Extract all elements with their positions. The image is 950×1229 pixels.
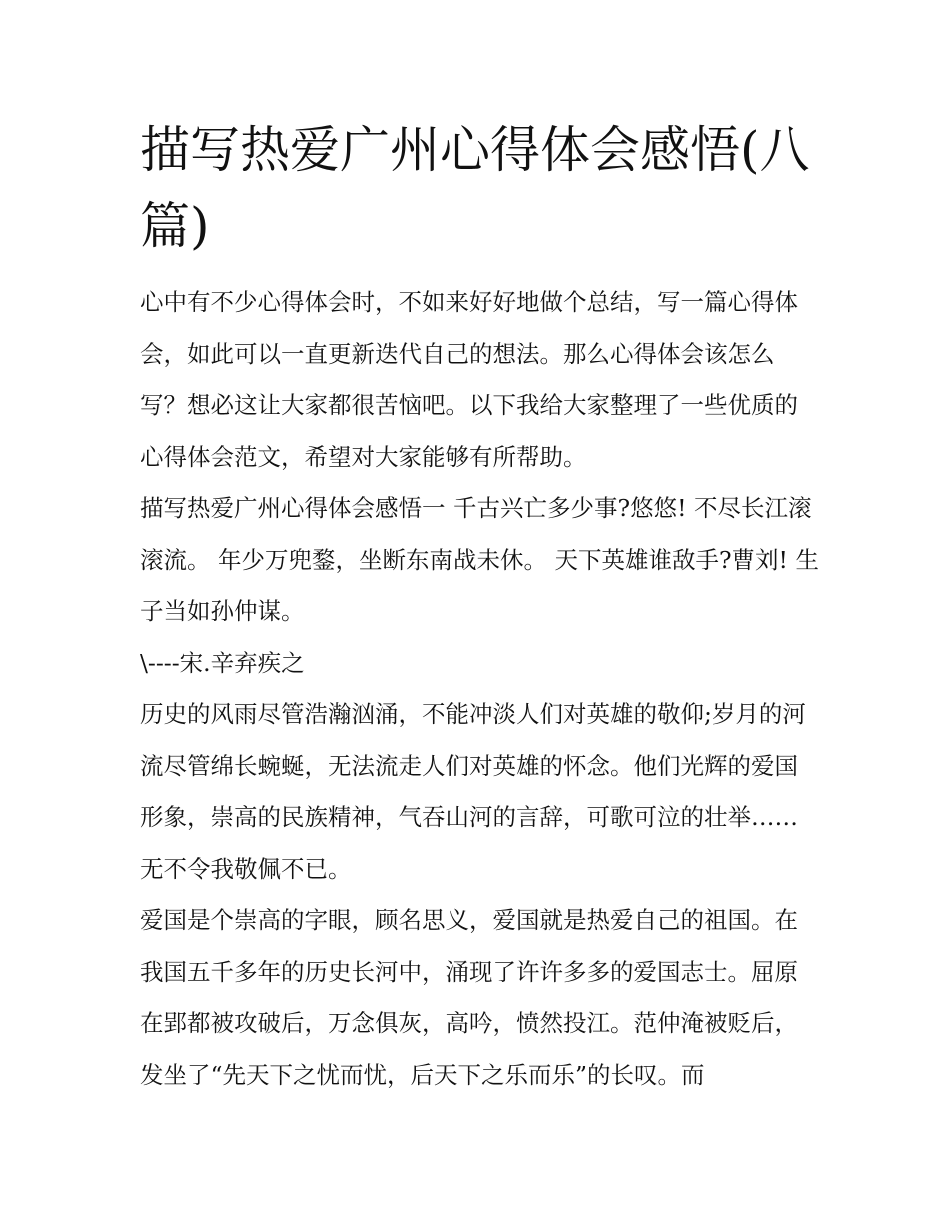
document-body <box>140 277 820 1101</box>
paragraph-attribution: \----宋.辛弃疾之 <box>140 648 305 677</box>
paragraph-intro: 心中有不少心得体会时，不如来好好地做个总结，写一篇心得体会，如此可以一直更新迭代自己的想法。那么心得体会该怎么写？想必这让大家都很苦恼吧。以下我给大家整理了一些优质的心得体会范文，希望对大家能够有所帮助。 <box>140 288 798 471</box>
paragraph-history: 历史的风雨尽管浩瀚汹涌，不能冲淡人们对英雄的敬仰;岁月的河流尽管绵长蜿蜒，无法流走人们对英雄的怀念。他们光辉的爱国形象，崇高的民族精神，气吞山河的言辞，可歌可泣的壮举……无不令我敬佩不已。 <box>140 700 806 883</box>
paragraph-patriotism: 爱国是个崇高的字眼，顾名思义，爱国就是热爱自己的祖国。在我国五千多年的历史长河中，涌现了许许多多的爱国志士。屈原在郢都被攻破后，万念俱灰，高吟，愤然投江。范仲淹被贬后，发坐了“先天下之忧而忧，后天下之乐而乐”的长叹。而 <box>140 906 798 1089</box>
paragraph-poem: 描写热爱广州心得体会感悟一 千古兴亡多少事?悠悠! 不尽长江滚滚流。 年少万兜鍪，坐断东南战未休。 天下英雄谁敌手?曹刘! 生子当如孙仲谋。 <box>140 494 819 625</box>
document-title: 描写热爱广州心得体会感悟(八篇) <box>140 121 810 255</box>
